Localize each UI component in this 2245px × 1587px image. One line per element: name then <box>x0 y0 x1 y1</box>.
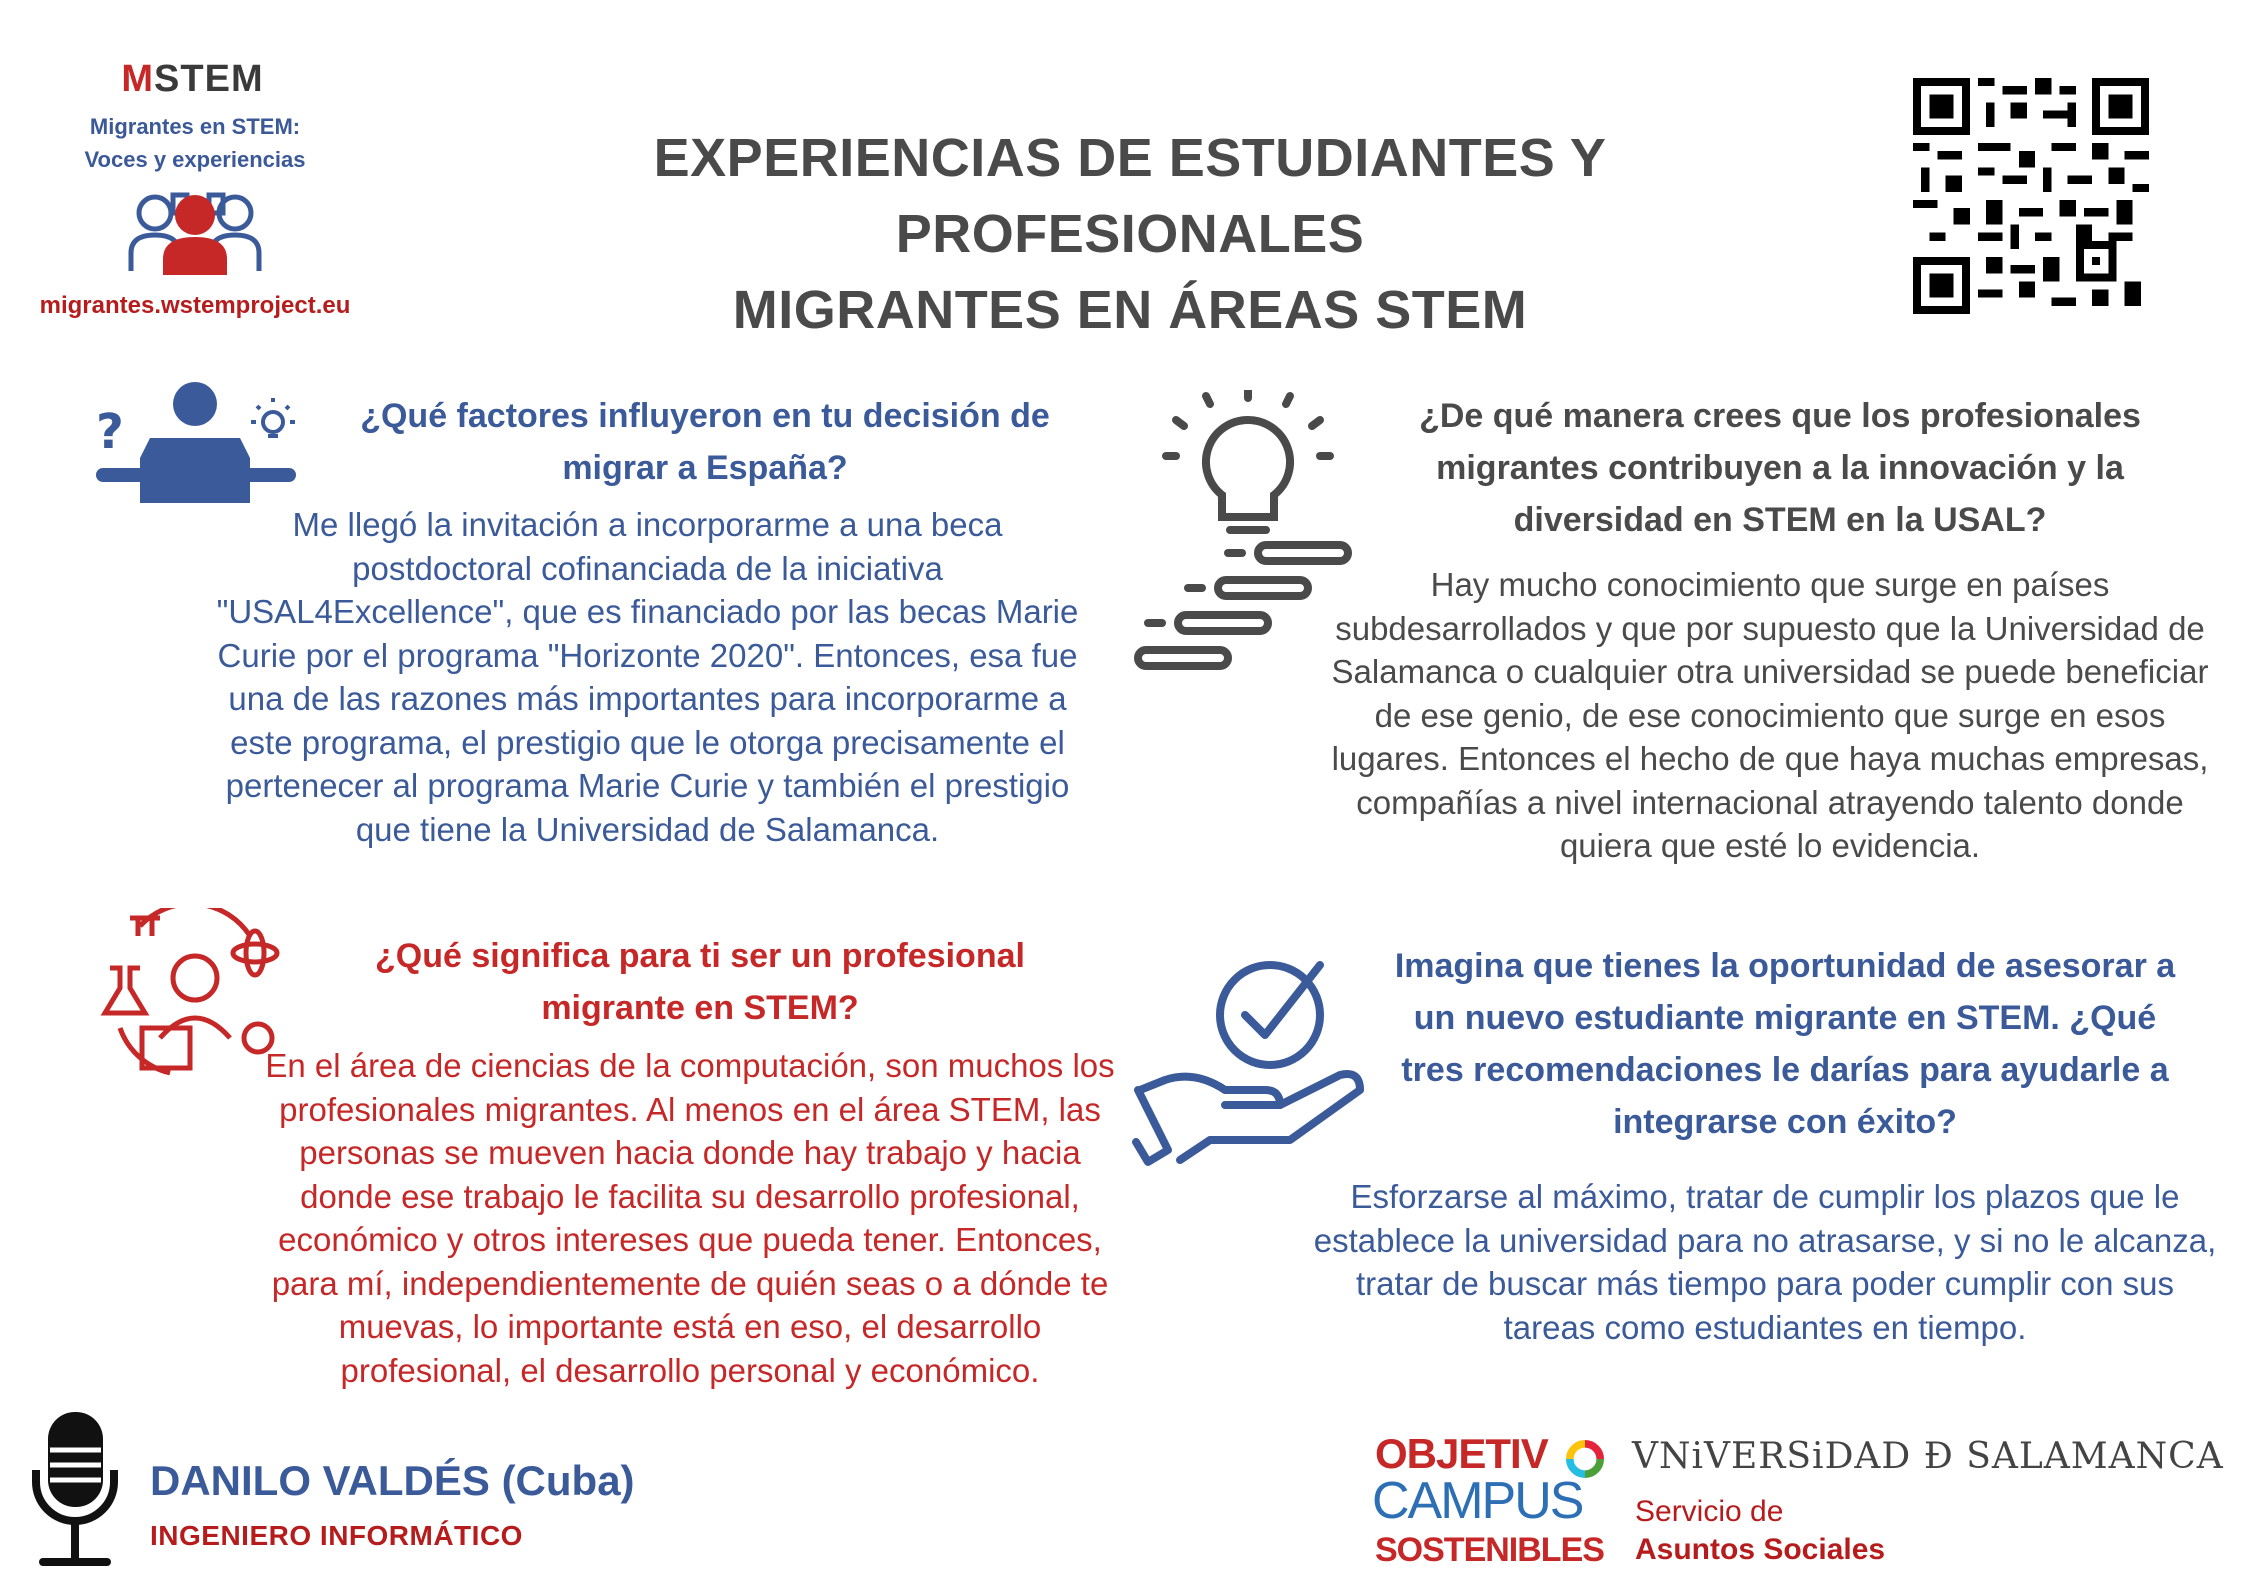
people-group-icon <box>125 185 265 275</box>
question-1: ¿Qué factores influyeron en tu decisión de migrar a España? <box>360 397 1050 487</box>
logo-subtitle-line-2: Voces y experiencias <box>84 147 306 172</box>
question-3: ¿De qué manera crees que los profesionales migrantes contribuyen a la innovación y la diversidad en STEM en la USAL? <box>1419 397 2141 539</box>
service-line-2: Asuntos Sociales <box>1635 1533 1886 1566</box>
svg-text:?: ? <box>96 404 124 460</box>
service-line-1: Servicio de <box>1635 1495 1784 1528</box>
website-link[interactable]: migrantes.wstemproject.eu <box>39 292 351 319</box>
objetivo-text: OBJETIV <box>1375 1430 1548 1477</box>
hand-checkmark-icon <box>1130 955 1370 1170</box>
university-logo-text: VNiVERSiDAD Ð SALAMANCA <box>1632 1436 2224 1477</box>
logo-m: M <box>121 58 155 100</box>
question-2: ¿Qué significa para ti ser un profesional migrante en STEM? <box>375 937 1025 1027</box>
mstem-logo-title <box>95 58 290 101</box>
answer-1: Me llegó la invitación a incorporarme a una beca postdoctoral cofinanciada de la iniciativa "USAL4Excellence", que es financiado por las becas Marie Curie por el programa "Horizonte 2020". Entonces, esa fue una de las razones más importantes para incorporarme a este programa, el prestigio que le otorga precisamente el pertenecer al programa Marie Curie y también el prestigio que tiene la Universidad de Salamanca. <box>216 506 1079 848</box>
answer-2: En el área de ciencias de la computación, son muchos los profesionales migrantes. Al menos en el área STEM, las personas se mueven hacia donde hay trabajo y hacia donde ese trabajo le facilita su desarrollo profesional, económico y otros intereses que pueda tener. Entonces, para mí, independientemente de quién seas o a dónde te muevas, lo importante está en eso, el desarrollo profesional, el desarrollo personal y económico. <box>265 1047 1115 1389</box>
logo-subtitle-line-1: Migrantes en STEM: <box>89 114 301 139</box>
question-4: Imagina que tienes la oportunidad de asesorar a un nuevo estudiante migrante en STEM. ¿Qué tres recomendaciones le darías para ayudarle a integrarse con éxito? <box>1394 947 2176 1141</box>
answer-4: Esforzarse al máximo, tratar de cumplir los plazos que le establece la universidad para no atrasarse, y si no le alcanza, tratar de buscar más tiempo para poder cumplir con sus tareas como estudiantes en tiempo. <box>1313 1178 2217 1346</box>
sostenibles-text: SOSTENIBLES <box>1375 1531 1604 1569</box>
qr-code[interactable] <box>1913 78 2149 314</box>
person-name: DANILO VALDÉS (Cuba) <box>150 1457 635 1504</box>
title-line-1: EXPERIENCIAS DE ESTUDIANTES Y PROFESIONALES <box>653 128 1607 264</box>
page-title <box>420 120 1840 348</box>
microphone-icon <box>28 1410 123 1570</box>
title-line-2: MIGRANTES EN ÁREAS STEM <box>732 280 1528 340</box>
answer-3: Hay mucho conocimiento que surge en países subdesarrollados y que por supuesto que la Universidad de Salamanca o cualquier otra universidad se puede beneficiar de ese genio, de ese conocimiento que surge en esos lugares. Entonces el hecho de que haya muchas empresas, compañías a nivel internacional atrayendo talento donde quiera que esté lo evidencia. <box>1331 566 2209 864</box>
person-thinking-icon <box>88 380 303 505</box>
logo-rest: STEM <box>154 58 264 100</box>
campus-text: CAMPUS <box>1372 1472 1583 1530</box>
person-profession: INGENIERO INFORMÁTICO <box>150 1520 523 1551</box>
logo-subtitle <box>55 110 335 176</box>
